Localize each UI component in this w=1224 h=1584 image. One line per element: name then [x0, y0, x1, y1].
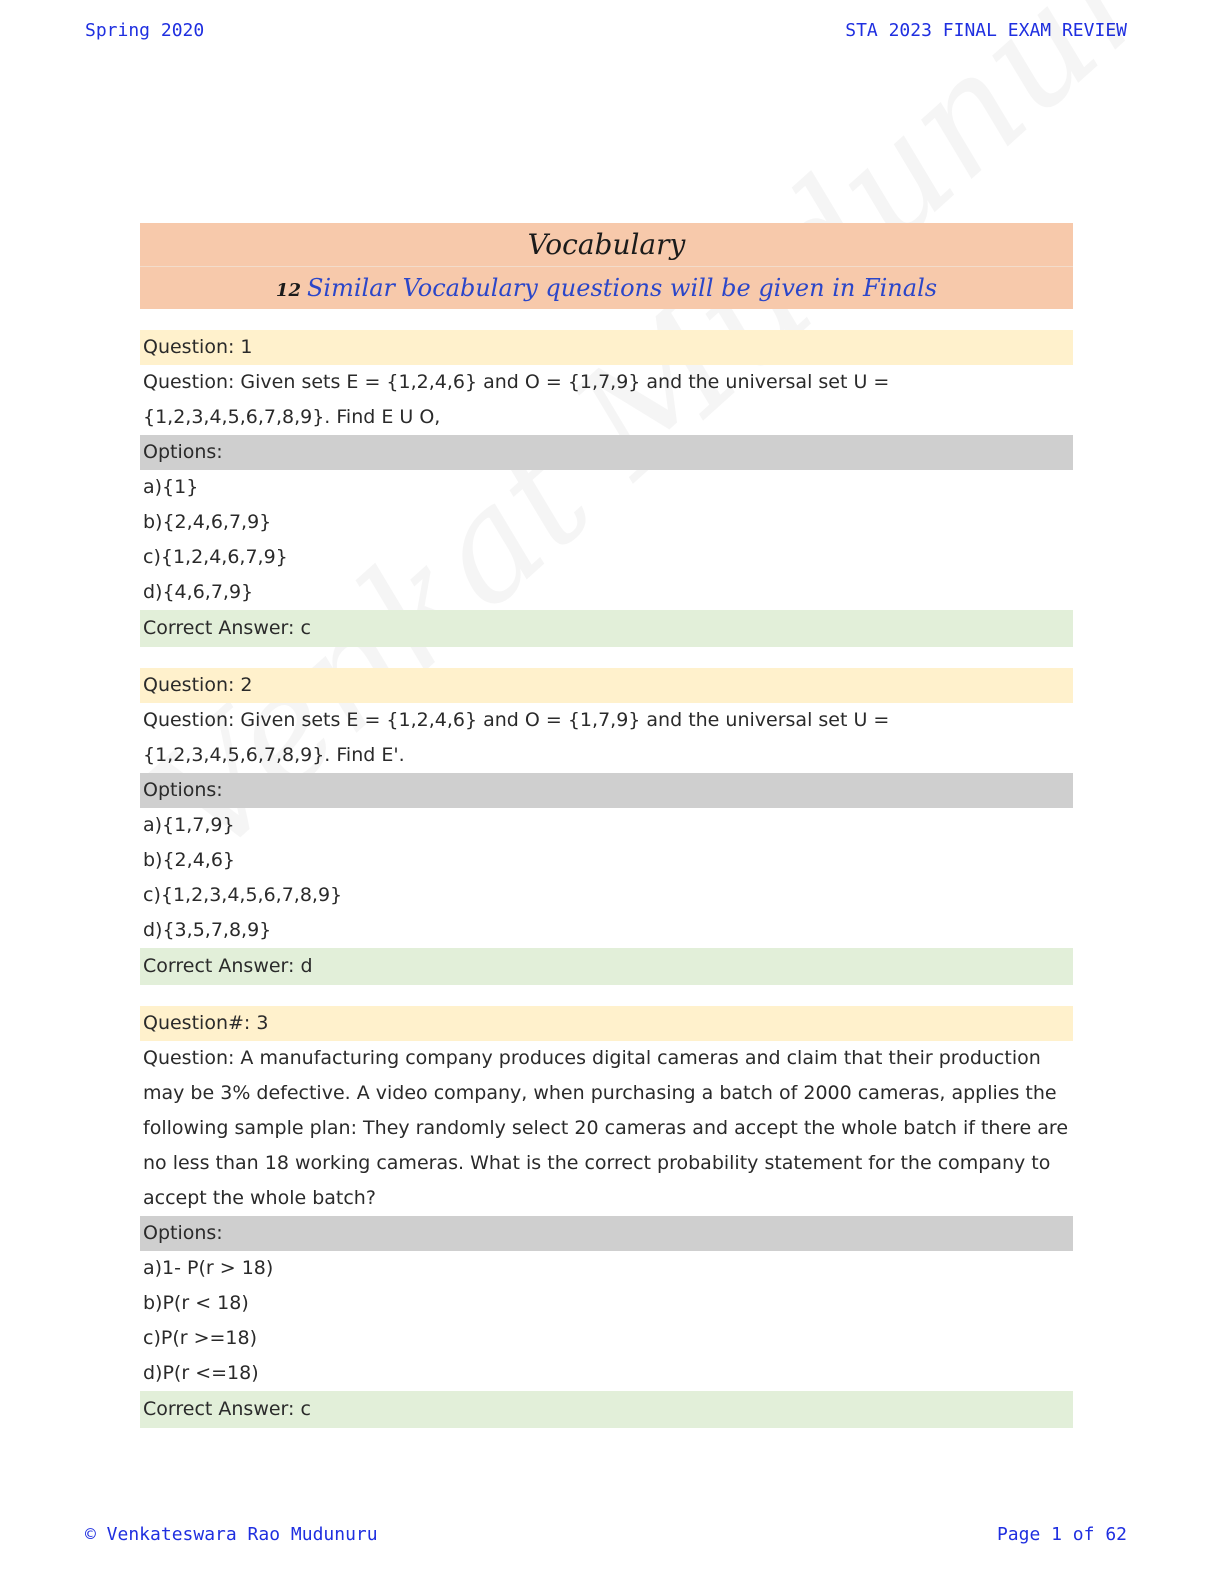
question-heading: Question: 1 — [140, 330, 1073, 365]
page-subtitle — [140, 269, 1073, 310]
title-divider — [140, 266, 1073, 267]
question-block-3 — [140, 1006, 1073, 1428]
option-a: a)1- P(r > 18) — [143, 1257, 274, 1279]
question-block-1 — [140, 330, 1073, 647]
option-d: d)P(r <=18) — [143, 1362, 259, 1384]
page-content — [140, 223, 1073, 1428]
options-label: Options: — [140, 773, 1073, 808]
options-label: Options: — [140, 1216, 1073, 1251]
title-band — [140, 223, 1073, 309]
question-text: Question: A manufacturing company produces digital cameras and claim that their production may be 3% defective. A video company, when purchasing a batch of 2000 cameras, applies the following sample plan: They randomly select 20 cameras and accept the whole batch if there are no less than 18 working cameras. What is the correct probability statement for the company to accept the whole batch? — [143, 1047, 1069, 1209]
correct-answer: Correct Answer: c — [140, 1391, 1073, 1428]
footer-copyright: © Venkateswara Rao Mudunuru — [85, 1524, 378, 1545]
question-text: Question: Given sets E = {1,2,4,6} and O = {1,7,9} and the universal set U = {1,2,3,4,5,6,7,8,9}. Find E U O, — [143, 371, 890, 428]
option-d: d){3,5,7,8,9} — [143, 919, 272, 941]
question-text: Question: Given sets E = {1,2,4,6} and O = {1,7,9} and the universal set U = {1,2,3,4,5,6,7,8,9}. Find E'. — [143, 709, 890, 766]
option-a: a){1} — [143, 476, 199, 498]
subtitle-text: Similar Vocabulary questions will be given in Finals — [306, 274, 938, 302]
option-a: a){1,7,9} — [143, 814, 235, 836]
correct-answer: Correct Answer: d — [140, 948, 1073, 985]
header-term: Spring 2020 — [85, 20, 205, 41]
option-c: c)P(r >=18) — [143, 1327, 258, 1349]
option-d: d){4,6,7,9} — [143, 581, 254, 603]
option-c: c){1,2,3,4,5,6,7,8,9} — [143, 884, 343, 906]
options-label: Options: — [140, 435, 1073, 470]
question-heading: Question#: 3 — [140, 1006, 1073, 1041]
option-b: b){2,4,6} — [143, 849, 235, 871]
option-b: b){2,4,6,7,9} — [143, 511, 272, 533]
page-title: Vocabulary — [527, 228, 686, 261]
header-course: STA 2023 FINAL EXAM REVIEW — [845, 20, 1127, 41]
footer-page-number: Page 1 of 62 — [996, 1524, 1127, 1545]
correct-answer: Correct Answer: c — [140, 610, 1073, 647]
question-block-2 — [140, 668, 1073, 985]
option-b: b)P(r < 18) — [143, 1292, 249, 1314]
subtitle-number: 12 — [275, 280, 301, 301]
question-heading: Question: 2 — [140, 668, 1073, 703]
option-c: c){1,2,4,6,7,9} — [143, 546, 288, 568]
